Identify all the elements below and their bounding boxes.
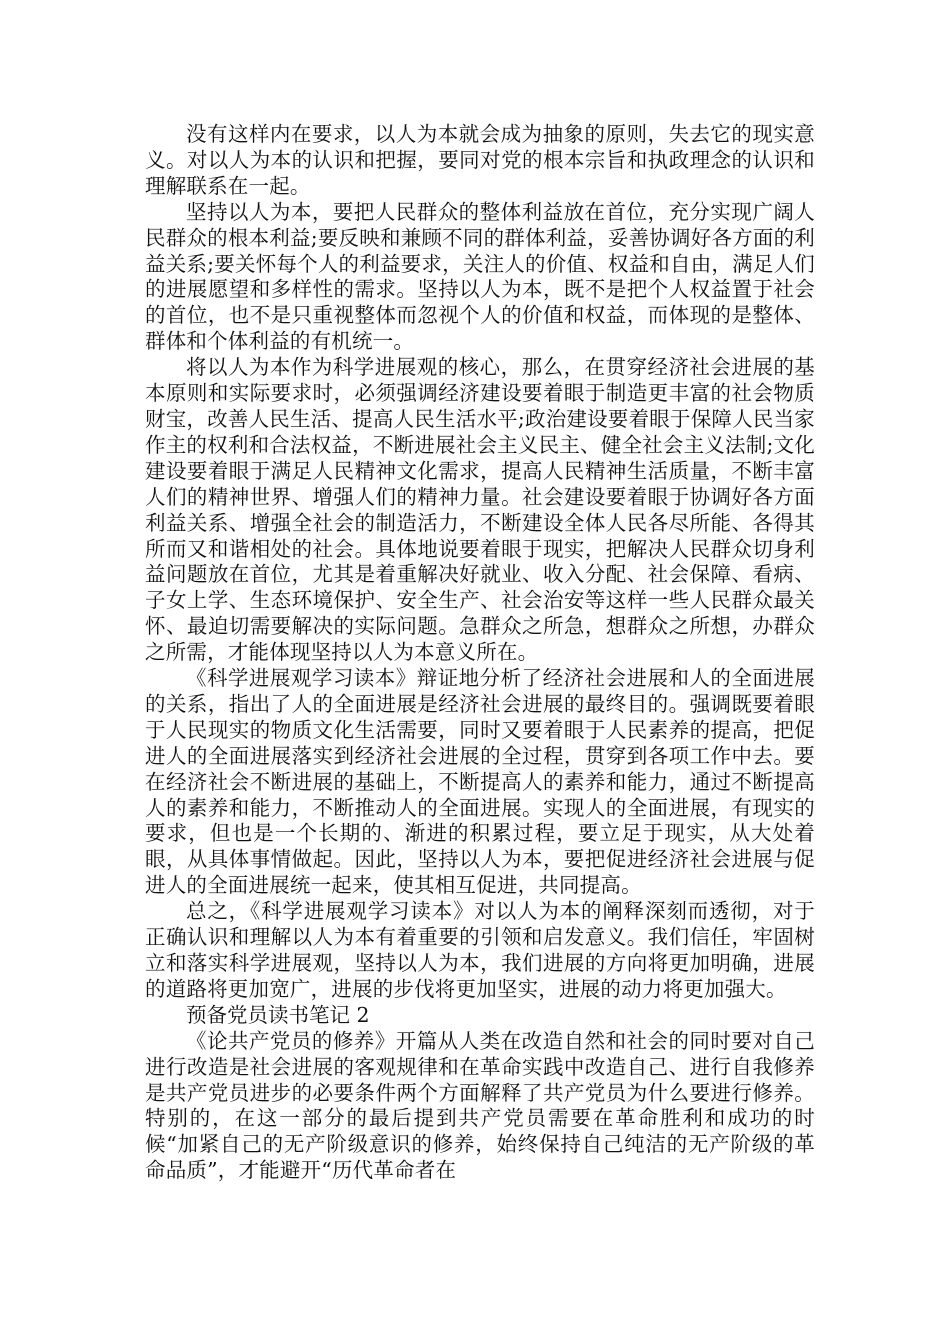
section-heading: 预备党员读书笔记 2	[186, 1002, 370, 1027]
paragraph-4: 《科学进展观学习读本》辩证地分析了经济社会进展和人的全面进展的关系，指出了人的全面进展是经济社会进展的最终目的。强调既要着眼于人民现实的物质文化生活需要，同时又要着眼于人民素养的提高，把促进人的全面进展落实到经济社会进展的全过程，贯穿到各项工作中去。要在经济社会不断进展的基础上，不断提高人的素养和能力，通过不断提高人的素养和能力，不断推动人的全面进展。实现人的全面进展，有现实的要求，但也是一个长期的、渐进的积累过程，要立足于现实，从大处着眼，从具体事情做起。因此，坚持以人为本，要把促进经济社会进展与促进人的全面进展统一起来，使其相互促进，共同提高。	[145, 666, 815, 898]
document-page	[145, 122, 815, 1184]
paragraph-1: 没有这样内在要求，以人为本就会成为抽象的原则，失去它的现实意义。对以人为本的认识和把握，要同对党的根本宗旨和执政理念的认识和理解联系在一起。	[145, 122, 815, 198]
paragraph-2: 坚持以人为本，要把人民群众的整体利益放在首位，充分实现广阔人民群众的根本利益;要反映和兼顾不同的群体利益，妥善协调好各方面的利益关系;要关怀每个人的利益要求，关注人的价值、权益和自由，满足人们的进展愿望和多样性的需求。坚持以人为本，既不是把个人权益置于社会的首位，也不是只重视整体而忽视个人的价值和权益，而体现的是整体、群体和个体利益的有机统一。	[145, 199, 815, 354]
paragraph-5: 总之，《科学进展观学习读本》对以人为本的阐释深刻而透彻，对于正确认识和理解以人为本有着重要的引领和启发意义。我们信任，牢固树立和落实科学进展观，坚持以人为本，我们进展的方向将更加明确，进展的道路将更加宽广，进展的步伐将更加坚实，进展的动力将更加强大。	[145, 899, 815, 1001]
paragraph-3: 将以人为本作为科学进展观的核心，那么，在贯穿经济社会进展的基本原则和实际要求时，必须强调经济建设要着眼于制造更丰富的社会物质财宝，改善人民生活、提高人民生活水平;政治建设要着眼于保障人民当家作主的权利和合法权益，不断进展社会主义民主、健全社会主义法制;文化建设要着眼于满足人民精神文化需求，提高人民精神生活质量，不断丰富人们的精神世界、增强人们的精神力量。社会建设要着眼于协调好各方面利益关系、增强全社会的制造活力，不断建设全体人民各尽所能、各得其所而又和谐相处的社会。具体地说要着眼于现实，把解决人民群众切身利益问题放在首位，尤其是着重解决好就业、收入分配、社会保障、看病、子女上学、生态环境保护、安全生产、社会治安等这样一些人民群众最关怀、最迫切需要解决的实际问题。急群众之所急，想群众之所想，办群众之所需，才能体现坚持以人为本意义所在。	[145, 355, 815, 665]
paragraph-6: 《论共产党员的修养》开篇从人类在改造自然和社会的同时要对自己进行改造是社会进展的客观规律和在革命实践中改造自己、进行自我修养是共产党员进步的必要条件两个方面解释了共产党员为什么要进行修养。特别的，在这一部分的最后提到共产党员需要在革命胜利和成功的时候“加紧自己的无产阶级意识的修养，始终保持自己纯洁的无产阶级的革命品质”，才能避开“历代革命者在	[145, 1028, 815, 1183]
